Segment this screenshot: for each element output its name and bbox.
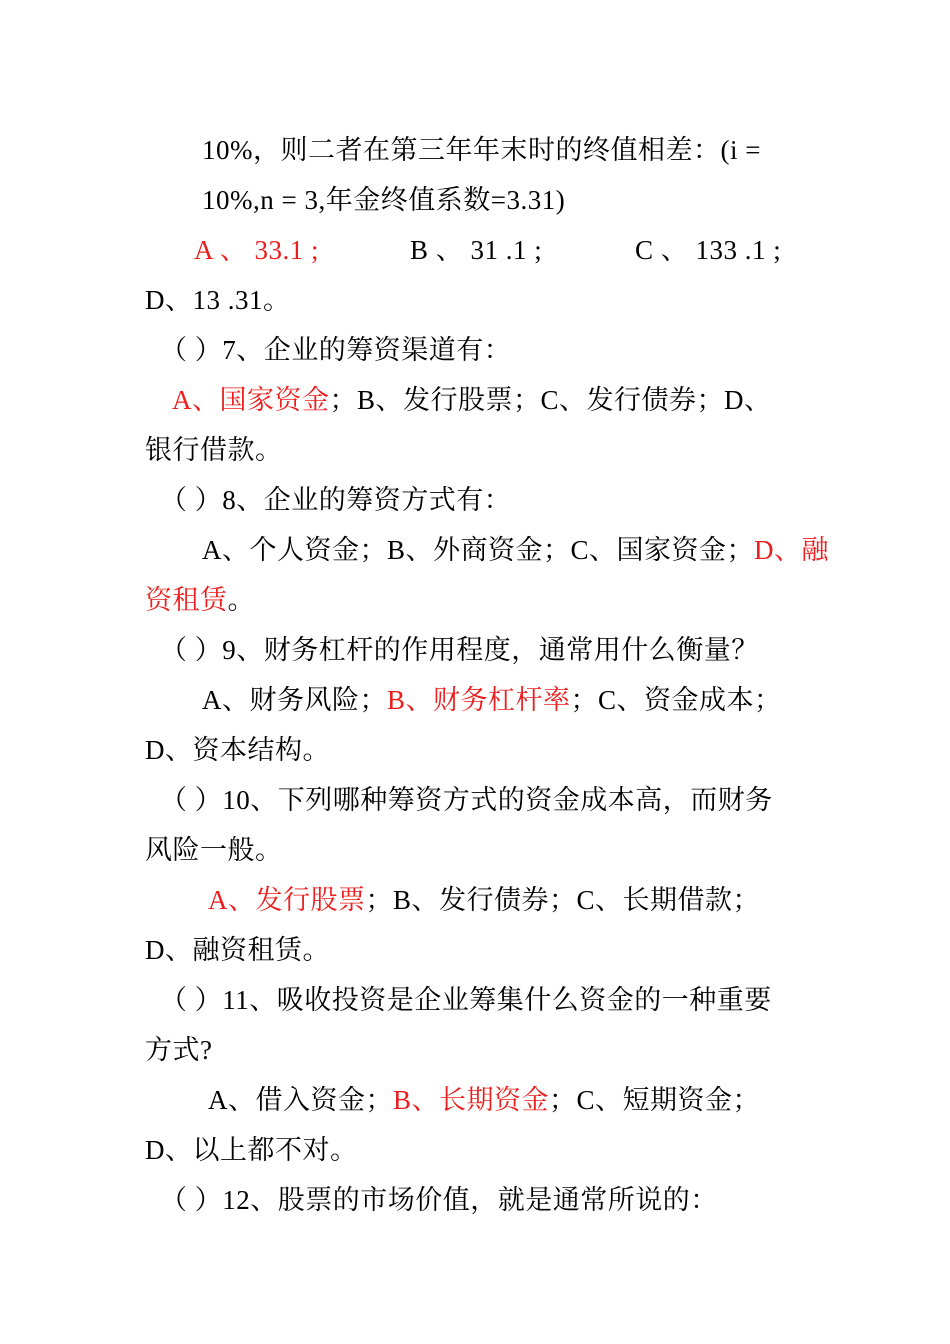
q8-options-end: 。 [227,585,255,615]
q6-option-d: D、13 .31。 [145,285,291,315]
q10-options-rest: ；B、发行债券；C、长期借款； [365,885,761,915]
q7-stem: （ ）7、企业的筹资渠道有： [160,335,512,365]
q11-stem-line-2: 方式? [145,1035,213,1065]
q7-option-a-answer: A、国家资金 [172,385,330,415]
q10-stem-line-1: （ ）10、下列哪种筹资方式的资金成本高，而财务 [160,785,773,815]
q9-options-cont: D、资本结构。 [145,735,330,765]
q9-stem: （ ）9、财务杠杆的作用程度，通常用什么衡量？ [160,635,759,665]
q10-stem-line-2: 风险一般。 [145,835,283,865]
q9-option-a: A、财务风险； [202,685,387,715]
q9-option-b-answer: B、财务杠杆率 [387,685,571,715]
q7-options-row [172,380,772,420]
q6-option-a-answer: A 、 33.1 ; [194,235,320,265]
q6-option-c: C 、 133 .1 ; [635,235,782,265]
q6-option-b: B 、 31 .1 ; [410,235,543,265]
q11-options-rest: ；C、短期资金； [549,1085,761,1115]
q11-option-b-answer: B、长期资金 [393,1085,550,1115]
q6-stem-line-2: 10%,n = 3,年金终值系数=3.31) [202,185,566,215]
q9-options-rest: ；C、资金成本； [570,685,782,715]
q8-options-lead: A、个人资金；B、外商资金；C、国家资金； [202,535,755,565]
q8-option-d-answer-part2: 资租赁 [145,585,228,615]
q9-options-row [202,680,782,720]
q11-option-a: A、借入资金； [208,1085,393,1115]
q11-stem-line-1: （ ）11、吸收投资是企业筹集什么资金的一种重要 [160,985,772,1015]
q6-stem-line-1: 10%，则二者在第三年年末时的终值相差：(i = [202,135,761,165]
q8-stem: （ ）8、企业的筹资方式有： [160,485,512,515]
q11-options-row [208,1080,760,1120]
q10-option-a-answer: A、发行股票 [208,885,366,915]
q10-options-row [208,880,760,920]
q7-options-rest: ；B、发行股票；C、发行债券；D、 [329,385,772,415]
q8-option-d-answer-part1: D、融 [754,535,830,565]
q8-options-cont [145,580,255,620]
q12-stem: （ ）12、股票的市场价值，就是通常所说的： [160,1185,718,1215]
q10-options-cont: D、融资租赁。 [145,935,330,965]
q11-options-cont: D、以上都不对。 [145,1135,358,1165]
q8-options-row [202,530,829,570]
q7-options-cont: 银行借款。 [145,435,283,465]
